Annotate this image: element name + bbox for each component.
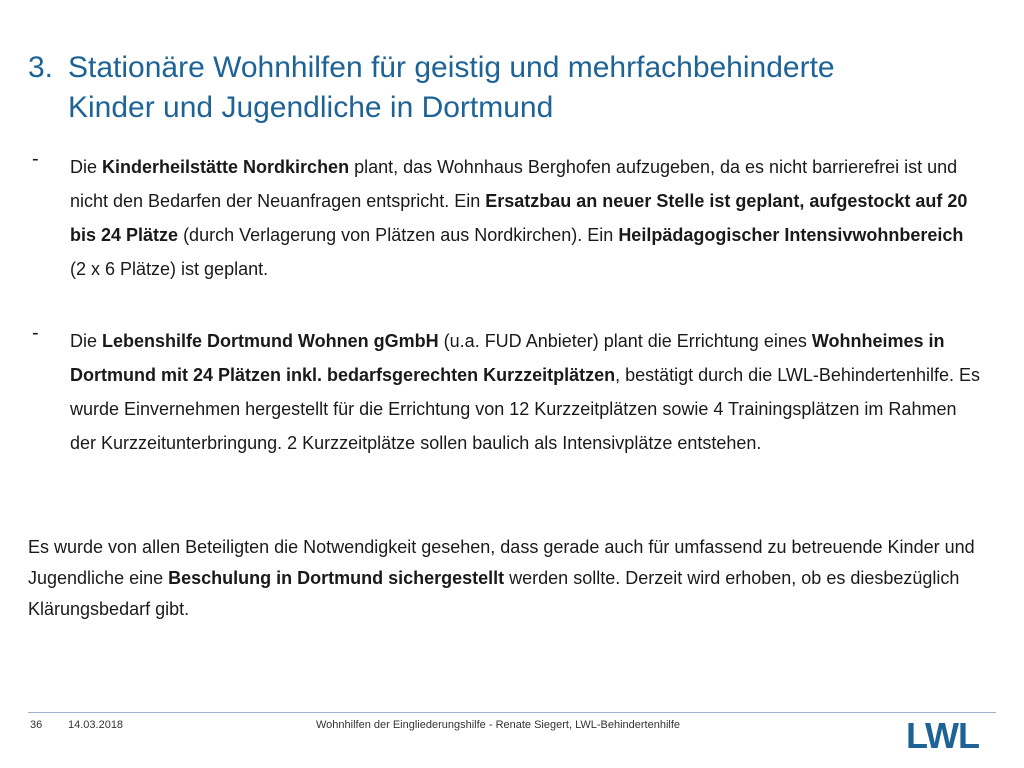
footer-page-number: 36 [30,719,43,731]
footer-date: 14.03.2018 [68,719,124,731]
footer-divider [28,712,996,713]
text-segment: (durch Verlagerung von Plätzen aus Nordkirchen). Ein [178,225,619,245]
bullet-item-lebenshilfe [32,324,982,460]
footer-caption: Wohnhilfen der Eingliederungshilfe - Renate Siegert, LWL-Behindertenhilfe [316,719,681,731]
bold-segment: Ersatzbau an neuer Stelle ist geplant, aufgestockt auf 20 bis 24 Plätze [70,191,968,245]
bold-segment: Kinderheilstätte Nordkirchen [102,157,350,177]
bold-segment: Lebenshilfe Dortmund Wohnen gGmbH [102,331,439,351]
title-line-1: Stationäre Wohnhilfen für geistig und mehrfachbehinderte [68,51,835,84]
lwl-logo-icon [906,718,998,752]
text-segment: , bestätigt durch die LWL-Behindertenhilfe. Es wurde Einvernehmen hergestellt für die Errichtung von 12 Kurzzeitplätzen sowie 4 Trainingsplätzen im Rahmen der Kurzzeitunterbringung. 2 Kurzzeitplätze sollen baulich als Intensivplätze entstehen. [70,365,980,453]
bullet-text [70,324,982,460]
bold-segment: Heilpädagogischer Intensivwohnbereich [618,225,964,245]
text-segment: werden sollte. Derzeit wird erhoben, ob es diesbezüglich Klärungsbedarf gibt. [28,568,960,619]
bold-segment: Beschulung in Dortmund sichergestellt [168,568,505,588]
text-segment: Die [70,331,103,351]
bullet-item-kinderheilstaette [32,150,982,286]
bold-segment: Wohnheimes in Dortmund mit 24 Plätzen inkl. bedarfsgerechten Kurzzeitplätzen [70,331,945,385]
logo-text: LWL [906,718,979,752]
title-line-2: Kinder und Jugendliche in Dortmund [68,91,554,124]
text-segment: (u.a. FUD Anbieter) plant die Errichtung eines [438,331,812,351]
text-segment: Die [70,157,103,177]
bullet-dash-icon: - [32,322,39,344]
slide-title [28,48,998,128]
bullet-text [70,150,982,286]
title-number: 3. [28,51,54,84]
text-segment: (2 x 6 Plätze) ist geplant. [70,259,269,279]
text-segment: plant, das Wohnhaus Berghofen aufzugeben, da es nicht barrierefrei ist und nicht den Bedarfen der Neuanfragen entspricht. Ein [70,157,958,211]
text-segment: Es wurde von allen Beteiligten die Notwendigkeit gesehen, dass gerade auch für umfassend zu betreuende Kinder und Jugendliche eine [28,537,975,588]
bullet-dash-icon: - [32,148,39,170]
closing-paragraph [28,532,988,625]
